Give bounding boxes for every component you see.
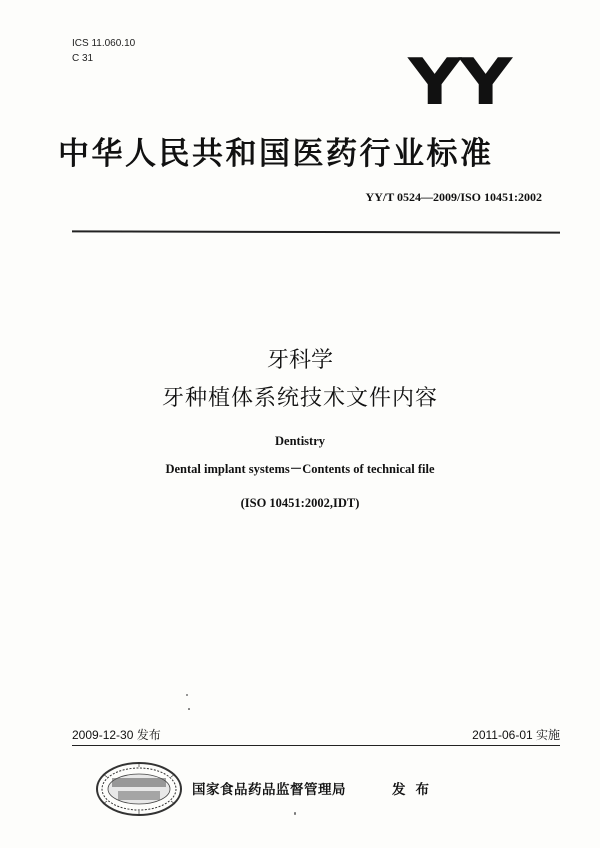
ccs-code: C 31 [72,53,94,64]
english-title-line1: Dentistry [275,434,325,448]
iso-equivalence-reference: (ISO 10451:2002,IDT) [240,496,360,510]
issue-date: 2009-12-30 发布 [72,728,161,742]
chinese-title-line2: 牙种植体系统技术文件内容 [161,386,438,411]
scan-speck [188,708,190,710]
footer-divider [72,745,560,746]
scan-speck [294,812,296,815]
publish-action: 发布 [392,782,439,798]
chinese-title-line1: 牙科学 [266,348,333,373]
header-divider [72,230,560,233]
ics-code: ICS 11.060.10 [72,38,136,49]
publisher-seal-icon [94,760,184,818]
english-title-line2: Dental implant systems－Contents of technical file [165,462,435,476]
classification-codes [72,36,135,66]
standard-mark-logo: YY [408,46,510,120]
scan-speck [186,694,188,696]
standard-number: YY/T 0524—2009/ISO 10451:2002 [365,190,542,204]
standard-type-title: 中华人民共和国医药行业标准 [58,136,494,172]
implementation-date: 2011-06-01 实施 [472,728,560,742]
publisher-name: 国家食品药品监督管理局 [192,782,346,798]
